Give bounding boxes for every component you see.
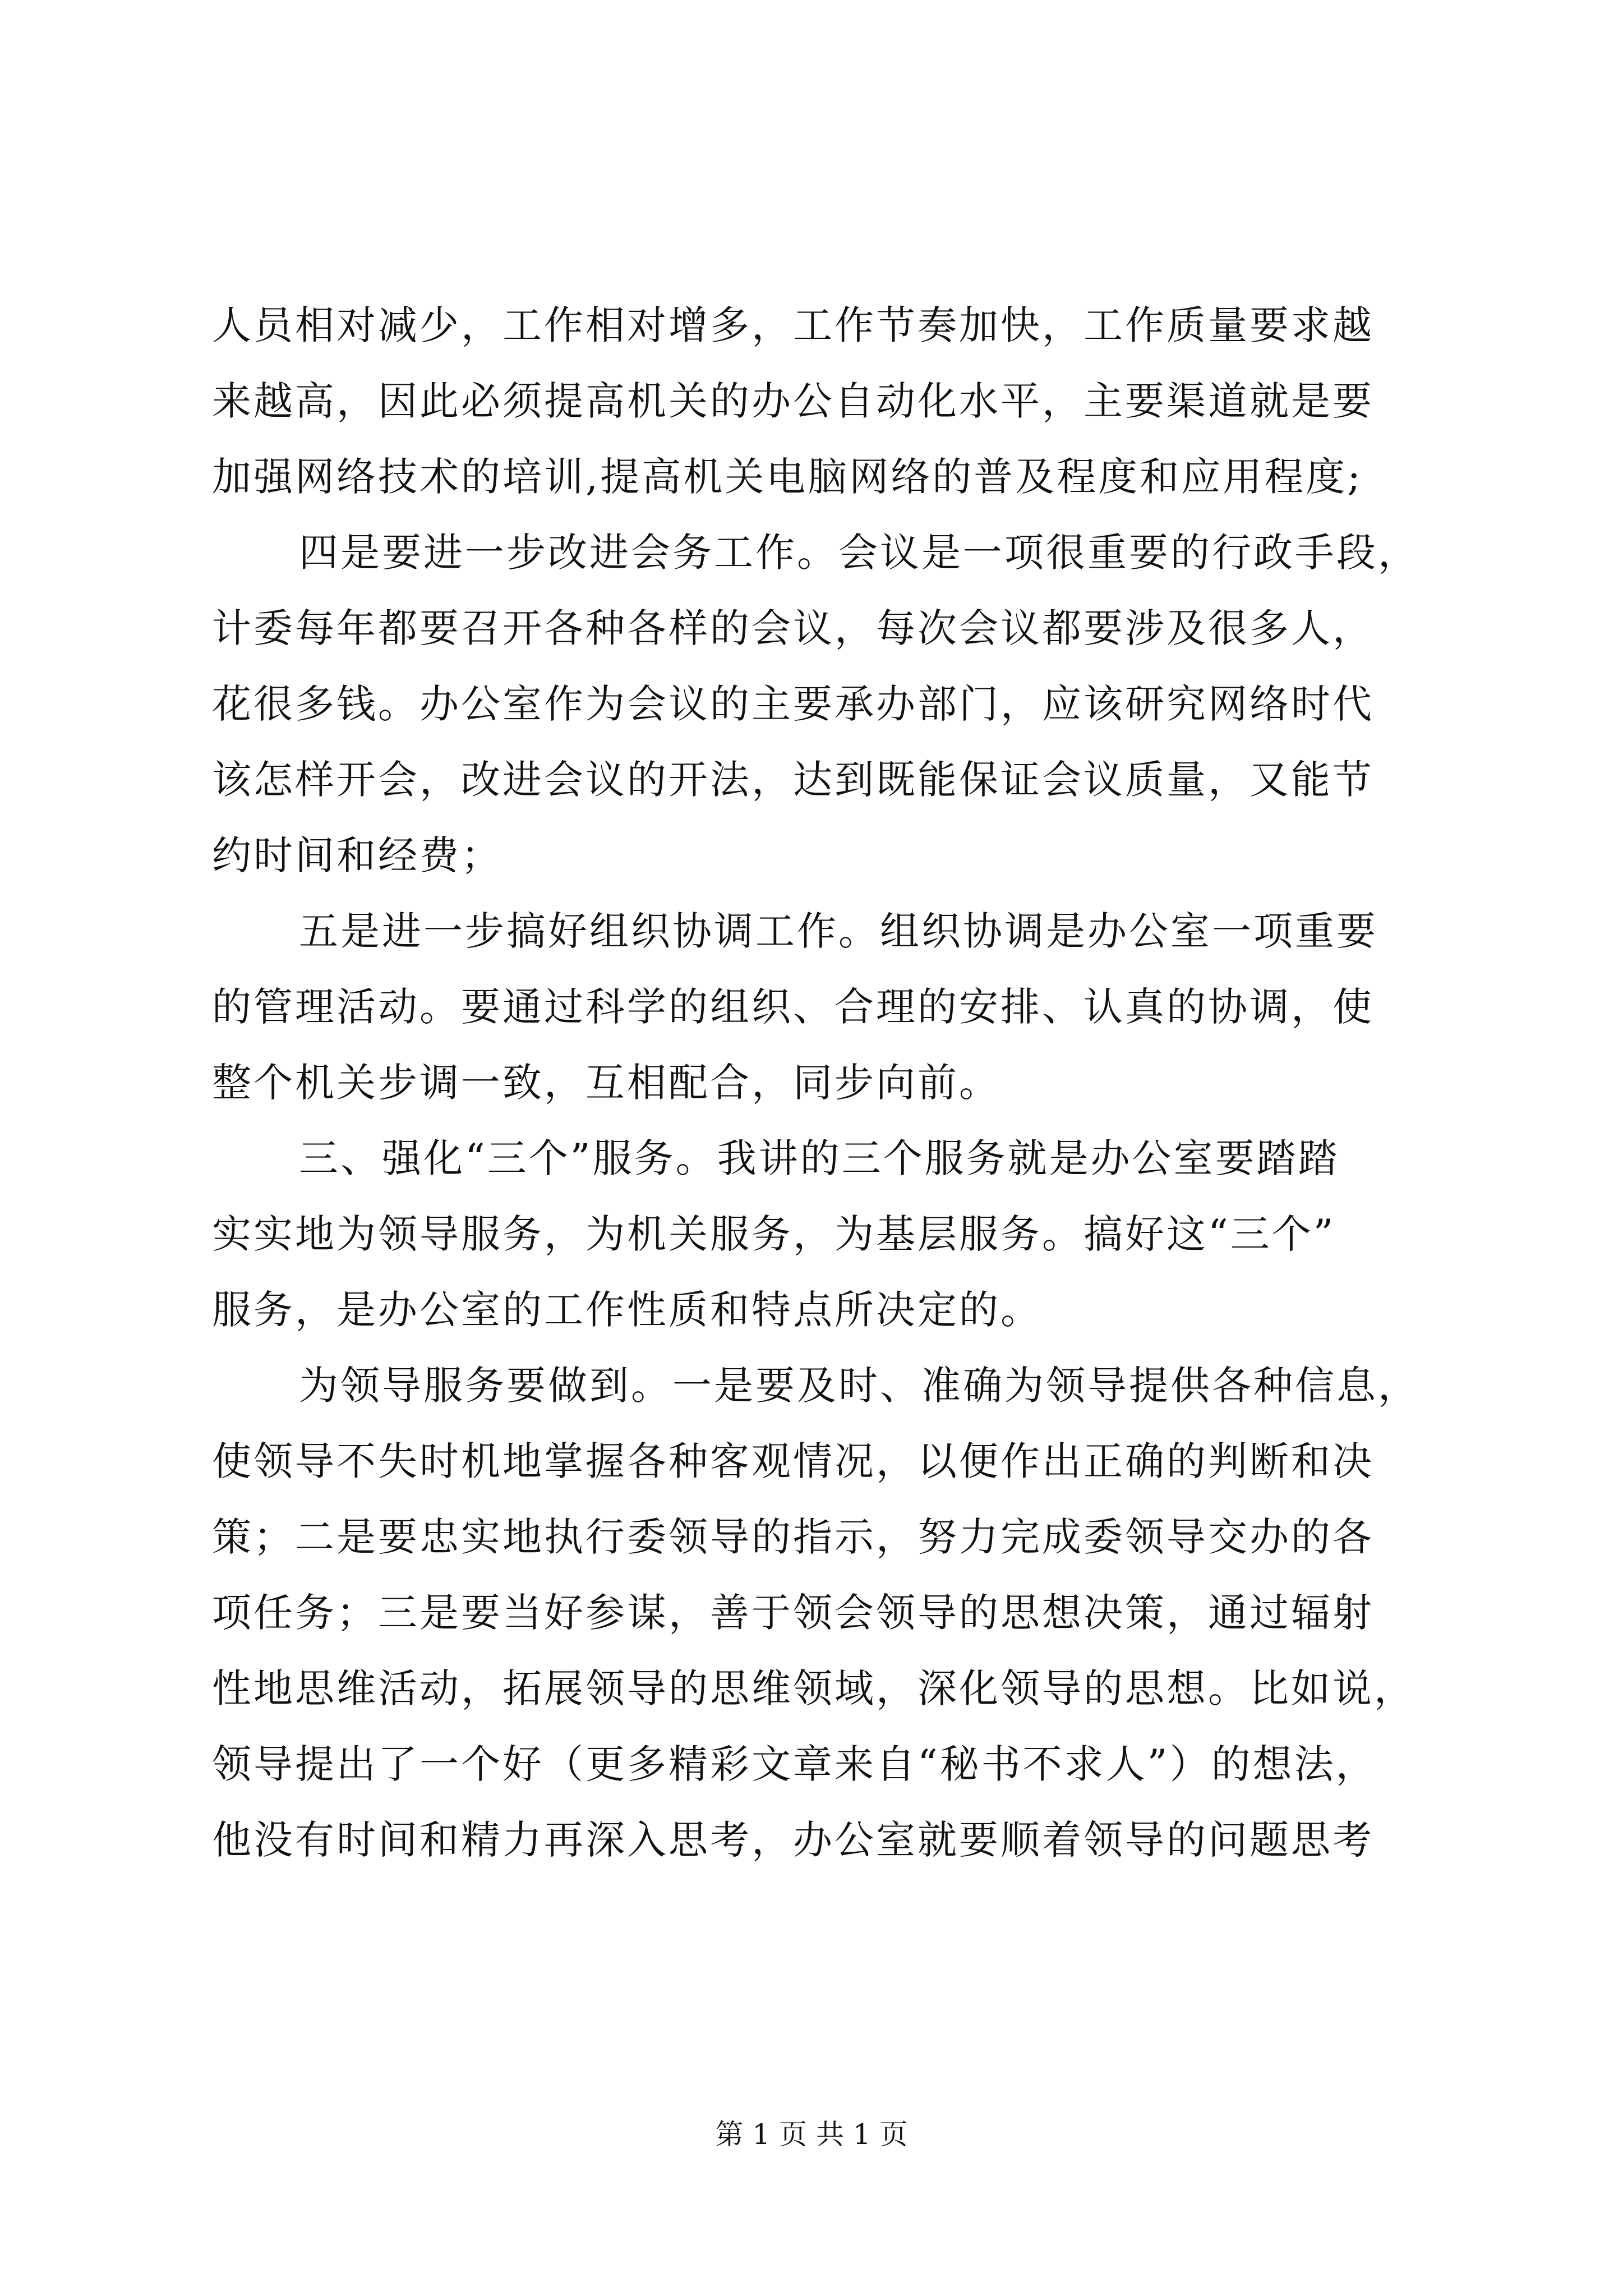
text-line: 的管理活动。要通过科学的组织、合理的安排、认真的协调，使: [212, 984, 1374, 1030]
page-number-footer: 第 1 页 共 1 页: [715, 2118, 908, 2151]
text-line: 该怎样开会，改进会议的开法，达到既能保证会议质量，又能节: [212, 757, 1374, 803]
text-line: 计委每年都要召开各种各样的会议，每次会议都要涉及很多人，: [212, 605, 1374, 651]
text-line: 实实地为领导服务，为机关服务，为基层服务。搞好这“三个”: [212, 1211, 1336, 1257]
paragraph-start-line: 五是进一步搞好组织协调工作。组织协调是办公室一项重要: [299, 908, 1378, 954]
text-line: 策；二是要忠实地执行委领导的指示，努力完成委领导交办的各: [212, 1514, 1374, 1560]
text-line: 服务，是办公室的工作性质和特点所决定的。: [212, 1287, 1042, 1333]
text-line: 人员相对减少，工作相对增多，工作节奏加快，工作质量要求越: [212, 302, 1374, 348]
text-line: 他没有时间和精力再深入思考，办公室就要顺着领导的问题思考: [212, 1817, 1374, 1863]
paragraph-start-line: 四是要进一步改进会务工作。会议是一项很重要的行政手段，: [299, 530, 1419, 576]
text-line: 项任务；三是要当好参谋，善于领会领导的思想决策，通过辐射: [212, 1590, 1374, 1636]
text-line: 领导提出了一个好（更多精彩文章来自“秘书不求人”）的想法，: [212, 1741, 1377, 1787]
paragraph-start-line: 为领导服务要做到。一是要及时、准确为领导提供各种信息，: [299, 1363, 1419, 1409]
text-line: 使领导不失时机地掌握各种客观情况，以便作出正确的判断和决: [212, 1438, 1374, 1484]
text-line: 来越高，因此必须提高机关的办公自动化水平，主要渠道就是要: [212, 378, 1374, 424]
text-line: 性地思维活动，拓展领导的思维领域，深化领导的思想。比如说，: [212, 1665, 1415, 1711]
text-line: 整个机关步调一致，互相配合，同步向前。: [212, 1060, 1000, 1106]
paragraph-start-line: 三、强化“三个”服务。我讲的三个服务就是办公室要踏踏: [299, 1135, 1340, 1181]
text-line: 花很多钱。办公室作为会议的主要承办部门，应该研究网络时代: [212, 681, 1374, 727]
text-line: 加强网络技术的培训,提高机关电脑网络的普及程度和应用程度;: [212, 454, 1363, 500]
text-line: 约时间和经费；: [212, 832, 502, 878]
